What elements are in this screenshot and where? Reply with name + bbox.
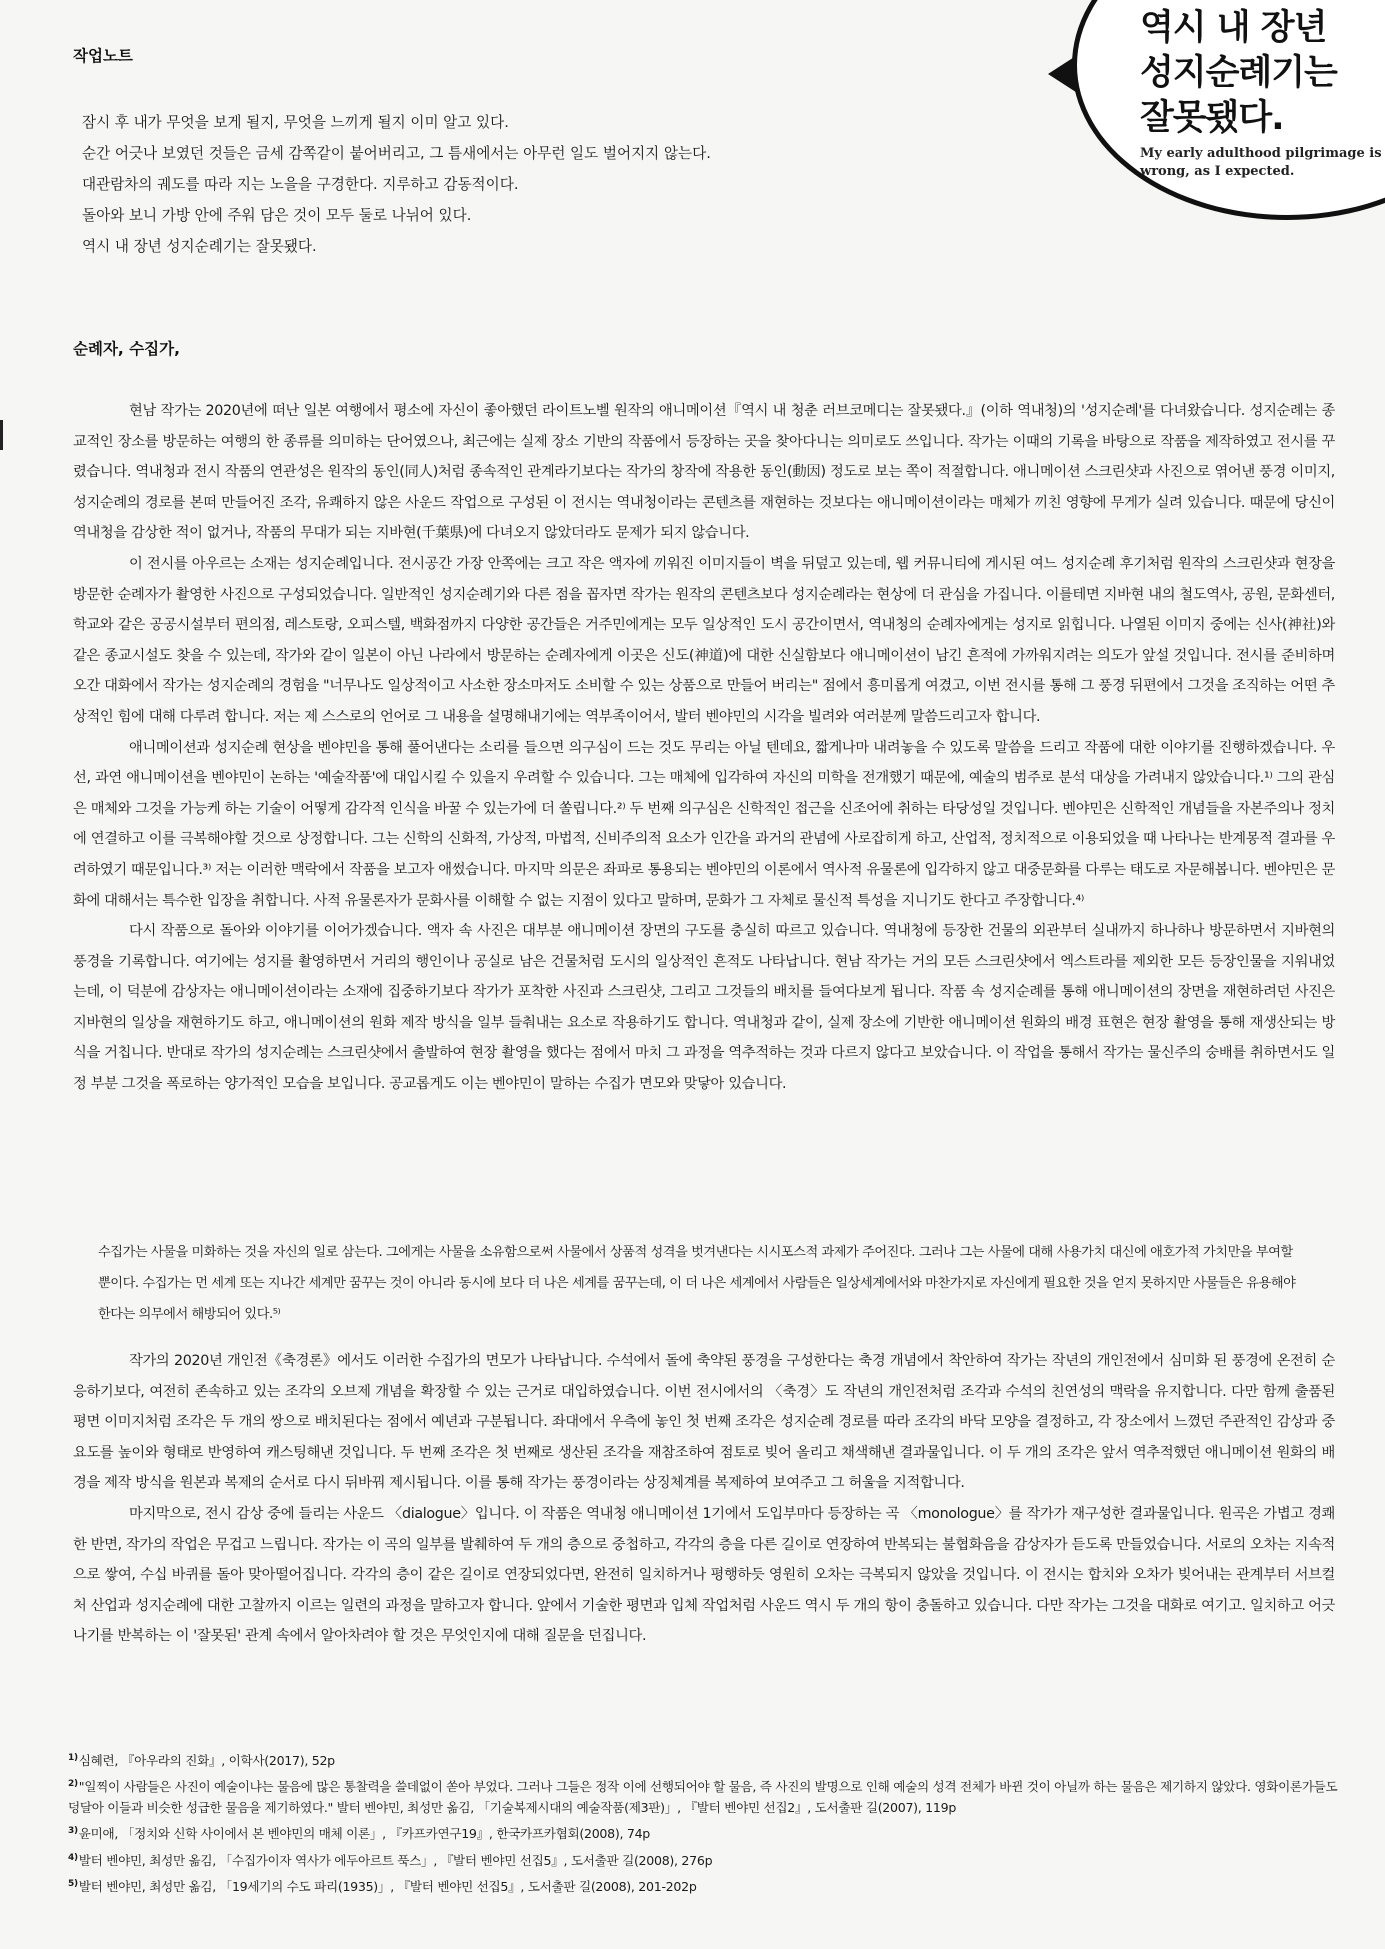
footnote xyxy=(68,1748,1338,1771)
footnote xyxy=(68,1848,1338,1871)
essay-body xyxy=(73,396,1335,1100)
footnote xyxy=(68,1821,1338,1844)
paragraph: 다시 작품으로 돌아와 이야기를 이어가겠습니다. 액자 속 사진은 대부분 애니메이션 장면의 구도를 충실히 따르고 있습니다. 역내청에 등장한 건물의 외관부터 실내까지 하나하나 방문하면서 지바현의 풍경을 기록합니다. 여기에는 성지를 촬영하면서 거리의 행인이나 공실로 남은 건물처럼 도시의 일상적인 흔적도 나타납니다. 현남 작가는 거의 모든 스크린샷에서 엑스트라를 제외한 모든 등장인물을 지워내었는데, 이 덕분에 감상자는 애니메이션이라는 소재에 집중하기보다 작가가 포착한 사진과 스크린샷, 그리고 그것들의 배치를 들여다보게 됩니다. 작품 속 성지순례를 통해 애니메이션의 장면을 재현하려던 사진은 지바현의 일상을 재현하기도 하고, 애니메이션의 원화 제작 방식을 일부 들춰내는 요소로 작용하기도 합니다. 역내청과 같이, 실제 장소에 기반한 애니메이션 원화의 배경 표현은 현장 촬영을 통해 재생산되는 방식을 거칩니다. 반대로 작가의 성지순례는 스크린샷에서 출발하여 현장 촬영을 했다는 점에서 마치 그 과정을 역추적하는 것과 다르지 않다고 보았습니다. 이 작업을 통해서 작가는 물신주의 숭배를 취하면서도 일정 부분 그것을 폭로하는 양가적인 모습을 보입니다. 공교롭게도 이는 벤야민이 말하는 수집가 면모와 맞닿아 있습니다. xyxy=(73,923,1335,1093)
footnote-text: 발터 벤야민, 최성만 옮김, 「19세기의 수도 파리(1935)」, 『발터 벤야민 선집5』, 도서출판 길(2008), 201-202p xyxy=(78,1878,697,1894)
footnote xyxy=(68,1874,1338,1897)
work-note-heading: 작업노트 xyxy=(73,47,133,65)
footnote-number: 5) xyxy=(68,1878,78,1889)
footnote-number: 4) xyxy=(68,1852,78,1863)
bubble-title-line: 역시 내 장년 xyxy=(1140,8,1327,48)
footnote-number: 3) xyxy=(68,1826,78,1837)
bubble-title-line: 성지순례기는 xyxy=(1140,53,1337,93)
footnote-text: "일찍이 사람들은 사진이 예술이냐는 물음에 많은 통찰력을 쓸데없이 쏟아 부었다. 그러나 그들은 정작 이에 선행되어야 할 물음, 즉 사진의 발명으로 인해 예술의 성격 전체가 바뀐 것이 아닐까 하는 물음은 제기하지 않았다. 영화이론가들도 덩달아 이들과 비슷한 성급한 물음을 제기하였다." 발터 벤야민, 최성만 옮김, 「기술복제시대의 예술작품(제3판)」, 『발터 벤야민 선집2』, 도서출판 길(2007), 119p xyxy=(68,1779,1338,1816)
bubble-title-line: 잘못됐다. xyxy=(1140,98,1284,138)
footnotes xyxy=(68,1748,1338,1900)
essay-body-continued xyxy=(73,1346,1335,1652)
paragraph: 이 전시를 아우르는 소재는 성지순례입니다. 전시공간 가장 안쪽에는 크고 작은 액자에 끼워진 이미지들이 벽을 뒤덮고 있는데, 웹 커뮤니티에 게시된 여느 성지순례 후기처럼 원작의 스크린샷과 현장을 방문한 순례자가 촬영한 사진으로 구성되었습니다. 일반적인 성지순례기와 다른 점을 꼽자면 작가는 원작의 콘텐츠보다 성지순례라는 현상에 더 관심을 가집니다. 이를테면 지바현 내의 철도역사, 공원, 문화센터, 학교와 같은 공공시설부터 편의점, 레스토랑, 오피스텔, 백화점까지 다양한 공간들은 거주민에게는 모두 일상적인 도시 공간이면서, 역내청의 순례자에게는 성지로 읽힙니다. 나열된 이미지 중에는 신사(神社)와 같은 종교시설도 찾을 수 있는데, 작가와 같이 일본이 아닌 나라에서 방문하는 순례자에게 이곳은 신도(神道)에 대한 신실함보다 애니메이션이 남긴 흔적에 가까워지려는 의도가 앞설 것입니다. 전시를 준비하며 오간 대화에서 작가는 성지순례의 경험을 "너무나도 일상적이고 사소한 장소마저도 소비할 수 있는 상품으로 만들어 버리는" 점에서 흥미롭게 여겼고, 이번 전시를 통해 그 풍경 뒤편에서 그것을 조직하는 어떤 추상적인 힘에 대해 다루려 합니다. 저는 제 스스로의 언어로 그 내용을 설명해내기에는 역부족이어서, 발터 벤야민의 시각을 빌려와 여러분께 말씀드리고자 합니다. xyxy=(73,555,1335,725)
work-note-line: 잠시 후 내가 무엇을 보게 될지, 무엇을 느끼게 될지 이미 알고 있다. xyxy=(82,114,509,131)
paragraph: 애니메이션과 성지순례 현상을 벤야민을 통해 풀어낸다는 소리를 들으면 의구심이 드는 것도 무리는 아닐 텐데요, 짧게나마 내려놓을 수 있도록 말씀을 드리고 작품에 대한 이야기를 진행하겠습니다. 우선, 과연 애니메이션을 벤야민이 논하는 '예술작품'에 대입시킬 수 있을지 우려할 수 있습니다. 그는 매체에 입각하여 자신의 미학을 전개했기 때문에, 예술의 범주로 분석 대상을 가려내지 않았습니다.¹⁾ 그의 관심은 매체와 그것을 가능케 하는 기술이 어떻게 감각적 인식을 바꿀 수 있는가에 더 쏠립니다.²⁾ 두 번째 의구심은 신학적인 접근을 신조어에 취하는 타당성일 것입니다. 벤야민은 신학적인 개념들을 자본주의나 정치에 연결하고 이를 극복해야할 것으로 상정합니다. 그는 신학의 신화적, 가상적, 마법적, 신비주의적 요소가 인간을 과거의 관념에 사로잡히게 하고, 산업적, 정치적으로 이용되었을 때 나타나는 반계몽적 결과를 우려하였기 때문입니다.³⁾ 저는 이러한 맥락에서 작품을 보고자 애썼습니다. 마지막 의문은 좌파로 통용되는 벤야민의 이론에서 역사적 유물론에 입각하지 않고 대중문화를 다루는 태도로 자문해봅니다. 벤야민은 문화에 대해서는 특수한 입장을 취합니다. 사적 유물론자가 문화사를 이해할 수 없는 지점이 있다고 말하며, 문화가 그 자체로 물신적 특성을 지니기도 한다고 주장합니다.⁴⁾ xyxy=(73,739,1335,909)
work-note-line: 대관람차의 궤도를 따라 지는 노을을 구경한다. 지루하고 감동적이다. xyxy=(82,176,519,193)
footnote-text: 윤미애, 「정치와 신학 사이에서 본 벤야민의 매체 이론」, 『카프카연구19』, 한국카프카협회(2008), 74p xyxy=(78,1826,650,1842)
block-quote: 수집가는 사물을 미화하는 것을 자신의 일로 삼는다. 그에게는 사물을 소유함으로써 사물에서 상품적 성격을 벗겨낸다는 시시포스적 과제가 주어진다. 그러나 그는 사물에 대해 사용가치 대신에 애호가적 가치만을 부여할 뿐이다. 수집가는 먼 세계 또는 지나간 세계만 꿈꾸는 것이 아니라 동시에 보다 더 나은 세계를 꿈꾸는데, 이 더 나은 세계에서 사람들은 일상세계에서와 마찬가지로 자신에게 필요한 것을 얻지 못하지만 사물들은 유용해야 한다는 의무에서 해방되어 있다.⁵⁾ xyxy=(98,1245,1296,1322)
work-note-line: 돌아와 보니 가방 안에 주워 담은 것이 모두 둘로 나뉘어 있다. xyxy=(82,207,472,224)
section-heading: 순례자, 수집가, xyxy=(73,340,181,358)
work-note xyxy=(82,107,1082,262)
footnote-text: 심혜련, 『아우라의 진화』, 이학사(2017), 52p xyxy=(78,1753,335,1769)
bubble-title xyxy=(1140,6,1385,141)
page-edge-mark xyxy=(0,420,3,450)
footnote-text: 발터 벤야민, 최성만 옮김, 「수집가이자 역사가 에두아르트 푹스」, 『발터 벤야민 선집5』, 도서출판 길(2008), 276p xyxy=(78,1852,713,1868)
footnote xyxy=(68,1774,1338,1818)
paragraph: 현남 작가는 2020년에 떠난 일본 여행에서 평소에 자신이 좋아했던 라이트노벨 원작의 애니메이션『역시 내 청춘 러브코메디는 잘못됐다.』(이하 역내청)의 '성지순례'를 다녀왔습니다. 성지순례는 종교적인 장소를 방문하는 여행의 한 종류를 의미하는 단어였으나, 최근에는 실제 장소 기반의 작품에서 등장하는 곳을 찾아다니는 의미로도 쓰입니다. 작가는 이때의 기록을 바탕으로 작품을 제작하였고 전시를 꾸렸습니다. 역내청과 전시 작품의 연관성은 원작의 동인(同人)처럼 종속적인 관계라기보다는 작가의 창작에 작용한 동인(動因) 정도로 보는 쪽이 적절합니다. 애니메이션 스크린샷과 사진으로 엮어낸 풍경 이미지, 성지순례의 경로를 본떠 만들어진 조각, 유쾌하지 않은 사운드 작업으로 구성된 이 전시는 역내청이라는 콘텐츠를 재현하는 것보다는 애니메이션이라는 매체가 끼친 영향에 무게가 실려 있습니다. 때문에 당신이 역내청을 감상한 적이 없거나, 작품의 무대가 되는 지바현(千葉県)에 다녀오지 않았더라도 문제가 되지 않습니다. xyxy=(73,403,1335,542)
bubble-subtitle: My early adulthood pilgrimage is wrong, as I expected. xyxy=(1140,146,1382,179)
paragraph: 마지막으로, 전시 감상 중에 들리는 사운드 〈dialogue〉입니다. 이 작품은 역내청 애니메이션 1기에서 도입부마다 등장하는 곡 〈monologue〉를 작가가 재구성한 결과물입니다. 원곡은 가볍고 경쾌한 반면, 작가의 작업은 무겁고 느립니다. 작가는 이 곡의 일부를 발췌하여 두 개의 층으로 중첩하고, 각각의 층을 다른 길이로 연장하여 반복되는 불협화음을 감상자가 듣도록 만들었습니다. 서로의 오차는 지속적으로 쌓여, 수십 바퀴를 돌아 맞아떨어집니다. 각각의 층이 같은 길이로 연장되었다면, 완전히 일치하거나 평행하듯 영원히 오차는 극복되지 않았을 것입니다. 이 전시는 합치와 오차가 빚어내는 관계부터 서브컬처 산업과 성지순례에 대한 고찰까지 이르는 일련의 과정을 말하고자 합니다. 앞에서 기술한 평면과 입체 작업처럼 사운드 역시 두 개의 항이 충돌하고 있습니다. 다만 작가는 그것을 대화로 여기고. 일치하고 어긋나기를 반복하는 이 '잘못된' 관계 속에서 알아차려야 할 것은 무엇인지에 대해 질문을 던집니다. xyxy=(73,1505,1335,1645)
footnote-number: 1) xyxy=(68,1753,78,1763)
paragraph: 작가의 2020년 개인전《축경론》에서도 이러한 수집가의 면모가 나타납니다. 수석에서 돌에 축약된 풍경을 구성한다는 축경 개념에서 착안하여 작가는 작년의 개인전에서 심미화 된 풍경에 온전히 순응하기보다, 여전히 존속하고 있는 조각의 오브제 개념을 확장할 수 있는 근거로 대입하였습니다. 이번 전시에서의 〈축경〉도 작년의 개인전처럼 조각과 수석의 친연성의 맥락을 유지합니다. 다만 함께 출품된 평면 이미지처럼 조각은 두 개의 쌍으로 배치된다는 점에서 예년과 구분됩니다. 좌대에서 우측에 놓인 첫 번째 조각은 성지순례 경로를 따라 조각의 바닥 모양을 결정하고, 각 장소에서 느꼈던 주관적인 감상과 중요도를 높이와 형태로 반영하여 캐스팅해낸 것입니다. 두 번째 조각은 첫 번째로 생산된 조각을 재참조하여 점토로 빚어 올리고 채색해낸 결과물입니다. 이 두 개의 조각은 앞서 역추적했던 애니메이션 원화의 배경을 제작 방식을 원본과 복제의 순서로 다시 뒤바꿔 제시됩니다. 이를 통해 작가는 풍경이라는 상징체계를 복제하여 보여주고 그 허울을 지적합니다. xyxy=(73,1353,1335,1492)
work-note-line: 역시 내 장년 성지순례기는 잘못됐다. xyxy=(82,238,317,255)
footnote-number: 2) xyxy=(68,1779,78,1790)
work-note-line: 순간 어긋나 보였던 것들은 금세 감쪽같이 붙어버리고, 그 틈새에서는 아무런 일도 벌어지지 않는다. xyxy=(82,145,711,162)
